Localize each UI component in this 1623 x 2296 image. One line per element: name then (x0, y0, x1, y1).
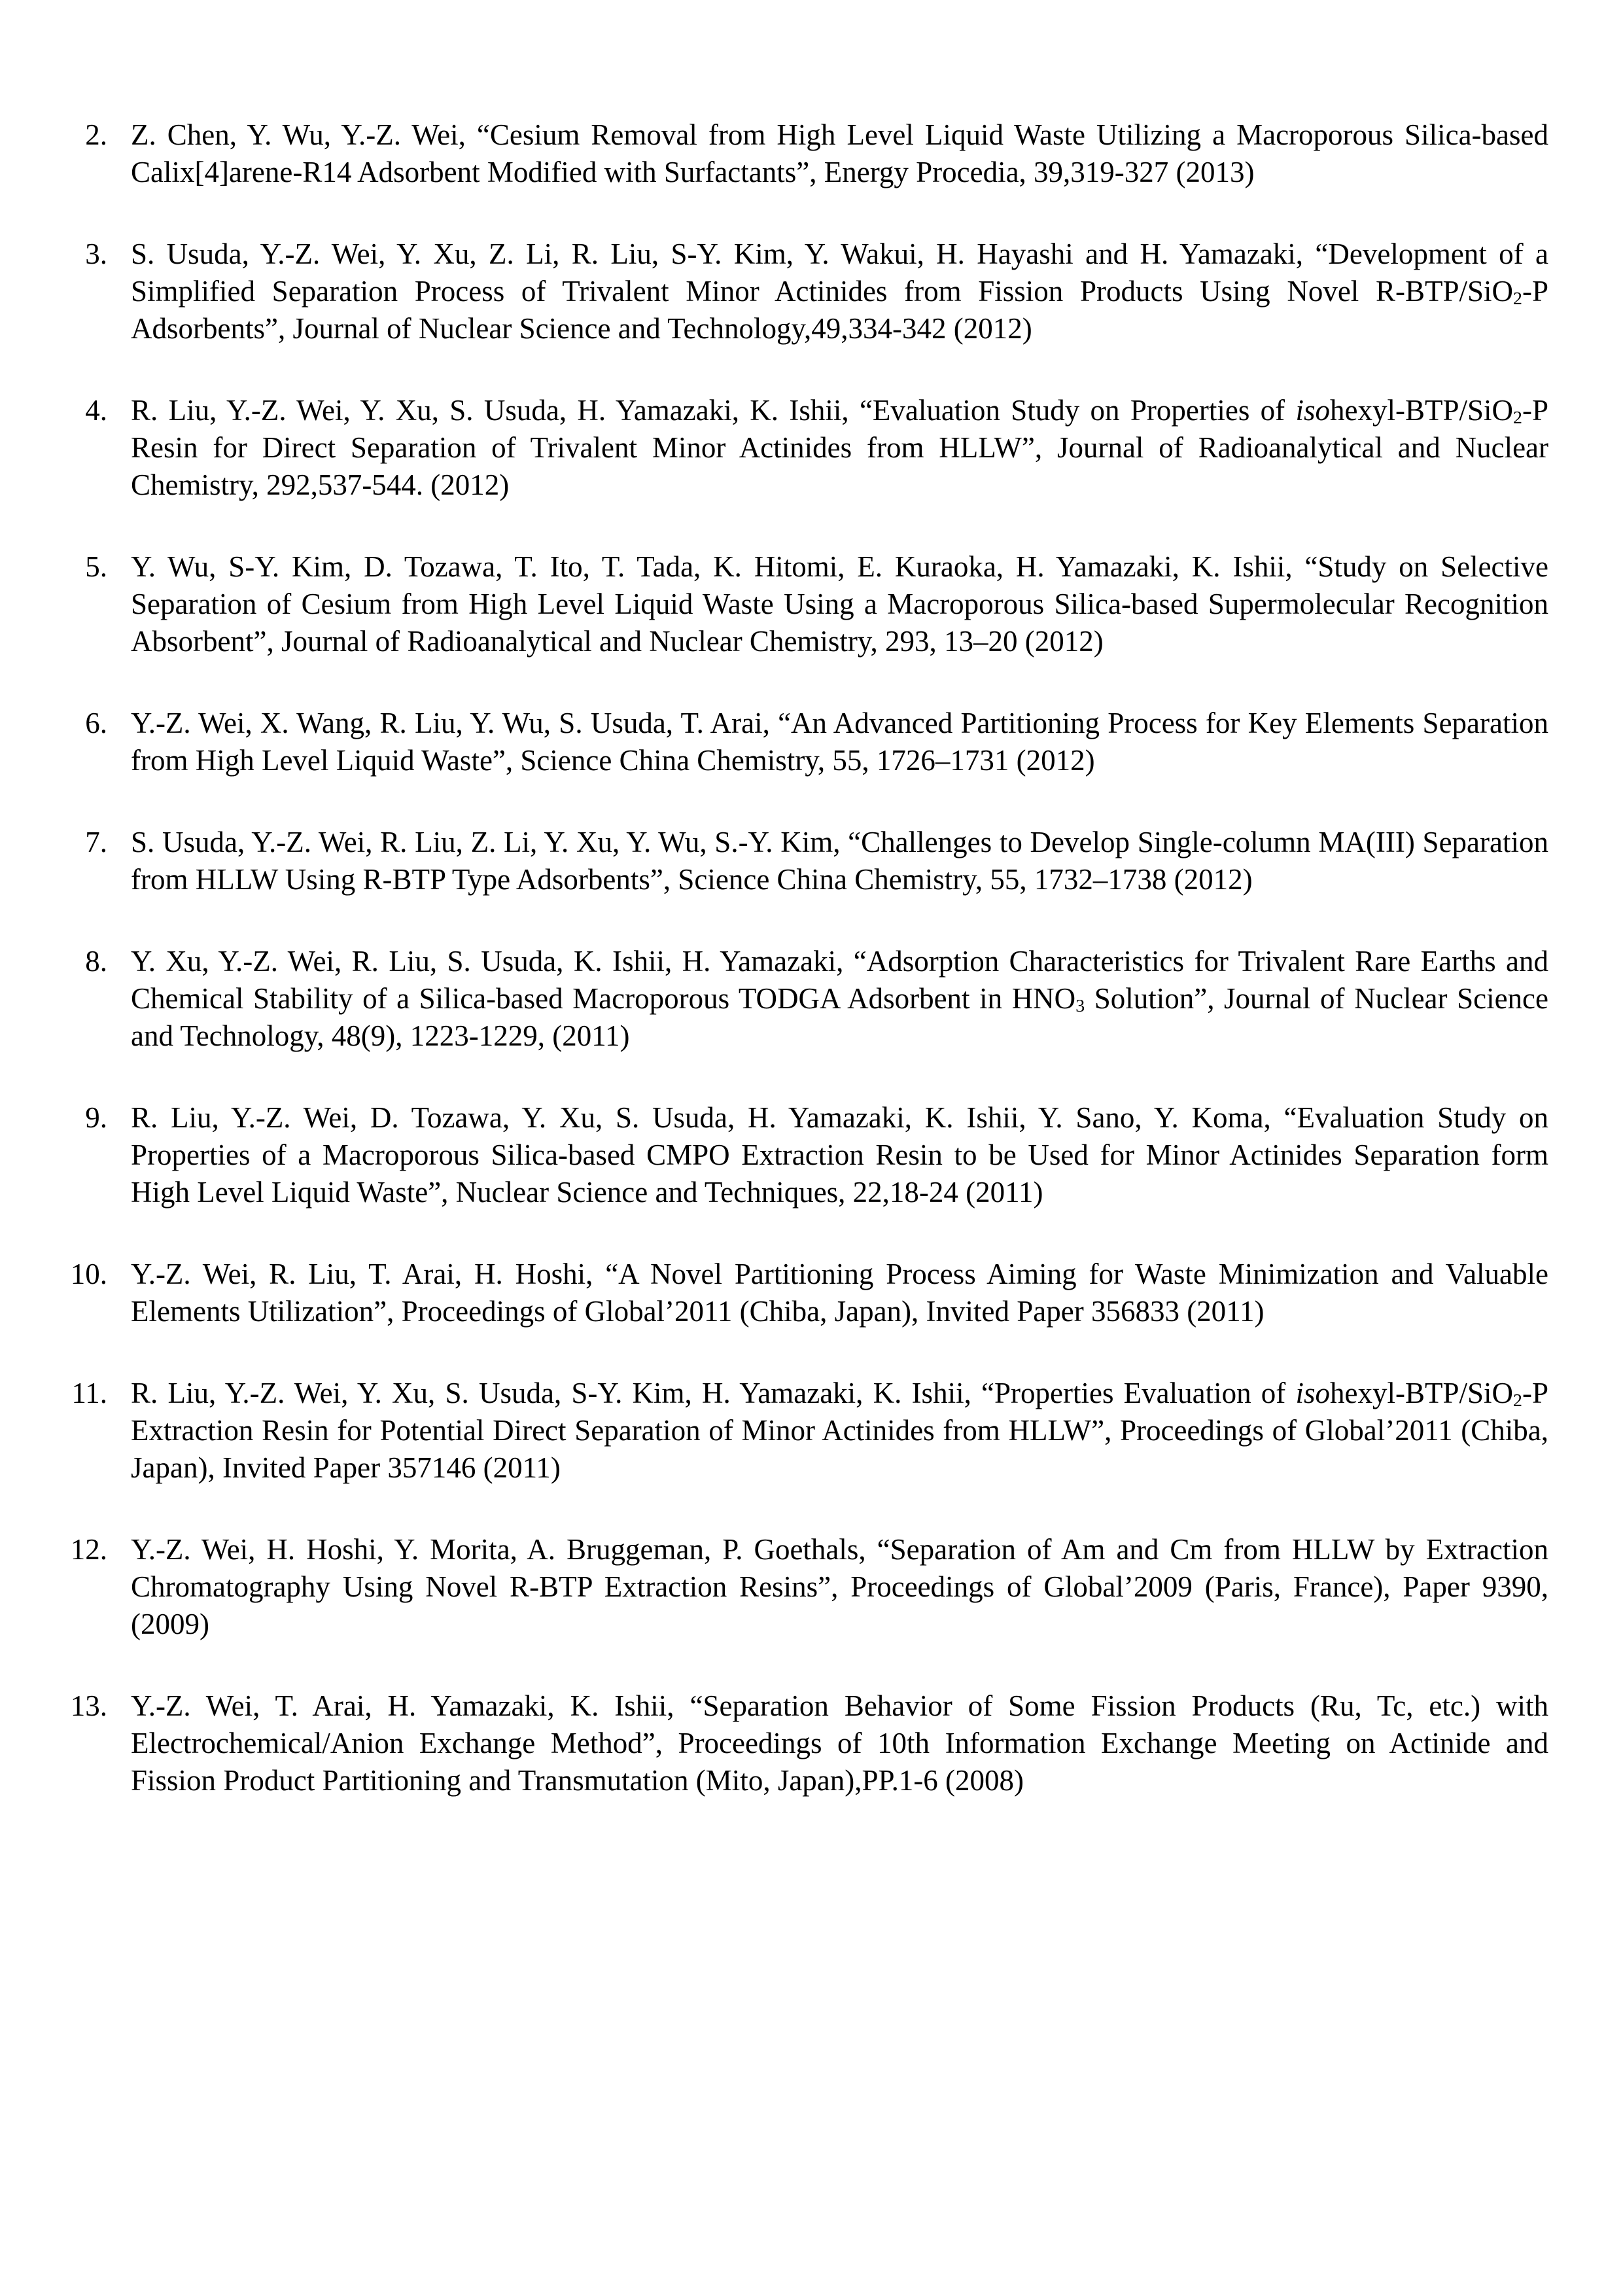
subscript-segment: 2 (1513, 408, 1522, 429)
reference-number: 12. (70, 1533, 107, 1566)
reference-item (0, 705, 1623, 779)
reference-item (0, 1687, 1623, 1799)
text-segment: hexyl-BTP/SiO (1330, 394, 1514, 427)
reference-text (131, 116, 1548, 191)
text-segment: hexyl-BTP/SiO (1330, 1377, 1514, 1409)
reference-text (131, 705, 1548, 779)
reference-number: 4. (85, 394, 107, 427)
reference-number: 6. (85, 707, 107, 739)
text-segment: R. Liu, Y.-Z. Wei, Y. Xu, S. Usuda, S-Y. Kim, H. Yamazaki, K. Ishii, “Properties Evaluation of (131, 1377, 1296, 1409)
text-segment: Z. Chen, Y. Wu, Y.-Z. Wei, “Cesium Removal from High Level Liquid Waste Utilizing a Macroporous Silica-based Calix[4]arene-R14 Adsorbent Modified with Surfactants”, Energy Procedia, 39,319-327 (2013) (131, 118, 1548, 188)
reference-text (131, 1375, 1548, 1487)
reference-number: 8. (85, 945, 107, 978)
reference-number: 10. (70, 1258, 107, 1290)
reference-text (131, 824, 1548, 898)
text-segment: R. Liu, Y.-Z. Wei, D. Tozawa, Y. Xu, S. Usuda, H. Yamazaki, K. Ishii, Y. Sano, Y. Koma, “Evaluation Study on Properties of a Macroporous Silica-based CMPO Extraction Resin to be Used for Minor Actinides Separation form High Level Liquid Waste”, Nuclear Science and Techniques, 22,18-24 (2011) (131, 1101, 1548, 1209)
subscript-segment: 2 (1513, 289, 1522, 309)
reference-list (0, 116, 1623, 1844)
reference-text (131, 1531, 1548, 1643)
text-segment: S. Usuda, Y.-Z. Wei, Y. Xu, Z. Li, R. Liu, S-Y. Kim, Y. Wakui, H. Hayashi and H. Yamazaki, “Development of a Simplified Separation Process of Trivalent Minor Actinides from Fission Products Using Novel R-BTP/SiO (131, 238, 1548, 308)
text-segment: Y. Xu, Y.-Z. Wei, R. Liu, S. Usuda, K. Ishii, H. Yamazaki, “Adsorption Characteristics for Trivalent Rare Earths and Chemical Stability of a Silica-based Macroporous TODGA Adsorbent in HNO (131, 945, 1548, 1015)
text-segment: Y.-Z. Wei, H. Hoshi, Y. Morita, A. Bruggeman, P. Goethals, “Separation of Am and Cm from HLLW by Extraction Chromatography Using Novel R-BTP Extraction Resins”, Proceedings of Global’2009 (Paris, France), Paper 9390,(2009) (131, 1533, 1548, 1640)
reference-number: 9. (85, 1101, 107, 1134)
reference-number: 2. (85, 118, 107, 151)
subscript-segment: 2 (1513, 1390, 1522, 1411)
reference-text (131, 1099, 1548, 1211)
italic-segment: iso (1295, 394, 1330, 427)
reference-text (131, 392, 1548, 504)
reference-number: 13. (70, 1689, 107, 1722)
reference-item (0, 1099, 1623, 1211)
text-segment: -P Adsorbents”, Journal of Nuclear Science and Technology,49,334-342 (2012) (131, 275, 1548, 345)
reference-number: 11. (71, 1377, 107, 1409)
text-segment: Y. Wu, S-Y. Kim, D. Tozawa, T. Ito, T. Tada, K. Hitomi, E. Kuraoka, H. Yamazaki, K. Ishii, “Study on Selective Separation of Cesium from High Level Liquid Waste Using a Macroporous Silica-based Supermolecular Recognition Absorbent”, Journal of Radioanalytical and Nuclear Chemistry, 293, 13–20 (2012) (131, 550, 1548, 658)
text-segment: S. Usuda, Y.-Z. Wei, R. Liu, Z. Li, Y. Xu, Y. Wu, S.-Y. Kim, “Challenges to Develop Single-column MA(III) Separation from HLLW Using R-BTP Type Adsorbents”, Science China Chemistry, 55, 1732–1738 (2012) (131, 826, 1548, 896)
reference-item (0, 1531, 1623, 1643)
reference-item (0, 116, 1623, 191)
text-segment: Y.-Z. Wei, T. Arai, H. Yamazaki, K. Ishii, “Separation Behavior of Some Fission Products (Ru, Tc, etc.) with Electrochemical/Anion Exchange Method”, Proceedings of 10th Information Exchange Meeting on Actinide and Fission Product Partitioning and Transmutation (Mito, Japan),PP.1-6 (2008) (131, 1689, 1548, 1797)
text-segment: -P Extraction Resin for Potential Direct Separation of Minor Actinides from HLLW”, Proceedings of Global’2011 (Chiba, Japan), Invited Paper 357146 (2011) (131, 1377, 1548, 1484)
reference-text (131, 943, 1548, 1055)
reference-item (0, 943, 1623, 1055)
reference-text (131, 1687, 1548, 1799)
italic-segment: iso (1295, 1377, 1330, 1409)
reference-number: 7. (85, 826, 107, 858)
text-segment: -P Resin for Direct Separation of Trivalent Minor Actinides from HLLW”, Journal of Radioanalytical and Nuclear Chemistry, 292,537-544. (2012) (131, 394, 1548, 501)
reference-item (0, 548, 1623, 660)
reference-number: 3. (85, 238, 107, 270)
text-segment: R. Liu, Y.-Z. Wei, Y. Xu, S. Usuda, H. Yamazaki, K. Ishii, “Evaluation Study on Properties of (131, 394, 1296, 427)
subscript-segment: 3 (1075, 996, 1085, 1017)
text-segment: Y.-Z. Wei, X. Wang, R. Liu, Y. Wu, S. Usuda, T. Arai, “An Advanced Partitioning Process for Key Elements Separation from High Level Liquid Waste”, Science China Chemistry, 55, 1726–1731 (2012) (131, 707, 1548, 777)
reference-item (0, 824, 1623, 898)
reference-text (131, 1256, 1548, 1330)
text-segment: Solution”, Journal of Nuclear Science and Technology, 48(9), 1223-1229, (2011) (131, 982, 1548, 1052)
reference-item (0, 236, 1623, 347)
reference-item (0, 1256, 1623, 1330)
reference-text (131, 548, 1548, 660)
text-segment: Y.-Z. Wei, R. Liu, T. Arai, H. Hoshi, “A Novel Partitioning Process Aiming for Waste Minimization and Valuable Elements Utilization”, Proceedings of Global’2011 (Chiba, Japan), Invited Paper 356833 (2011) (131, 1258, 1548, 1328)
reference-item (0, 392, 1623, 504)
reference-text (131, 236, 1548, 347)
reference-number: 5. (85, 550, 107, 583)
reference-item (0, 1375, 1623, 1487)
